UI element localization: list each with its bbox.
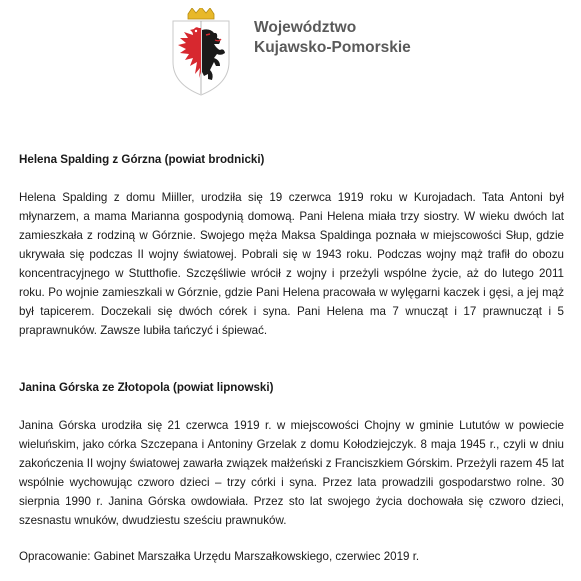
page-header bbox=[170, 8, 470, 98]
section-body-helena: Helena Spalding z domu Miiller, urodziła się 19 czerwca 1919 roku w Kurojadach. Tata Antoni był młynarzem, a mama Marianna gospodynią domową. Pani Helena miała trzy siostry. W wieku dwóch lat zamieszkała z rodziną w Górznie. Swojego męża Maksa Spaldinga poznała w miejscowości Słup, gdzie ukrywała się podczas II wojny światowej. Pobrali się w 1943 roku. Podczas wojny mąż trafił do obozu koncentracyjnego w Stutthofie. Szczęśliwie wrócił z wojny i przeżyli wspólne życie, aż do lutego 2011 roku. Po wojnie zamieszkali w Górznie, gdzie Pani Helena pracowała w wylęgarni kaczek i gęsi, a jej mąż był tapicerem. Doczekali się dwóch córek i syna. Pani Helena ma 7 wnucząt i 17 prawnucząt i 5 praprawnuków. Zawsze lubiła tańczyć i śpiewać. bbox=[19, 191, 564, 337]
coat-of-arms-icon bbox=[170, 8, 232, 96]
section-body-janina: Janina Górska urodziła się 21 czerwca 1919 r. w miejscowości Chojny w gminie Lututów w powiecie wieluńskim, jako córka Szczepana i Antoniny Grzelak z domu Kołodziejczyk. 8 maja 1945 r., czyli w dniu zakończenia II wojny światowej zawarła związek małżeński z Franciszkiem Górskim. Przeżyli razem 45 lat wspólnie wychowując czworo dzieci – trzy córki i syna. Przez lata prowadzili gospodarstwo rolne. 30 sierpnia 1990 r. Janina Górska owdowiała. Przez sto lat swojego życia dochowała się czworo dzieci, szesnastu wnuków, dwudziestu sześciu prawnuków. bbox=[19, 419, 564, 527]
section-spacer bbox=[19, 340, 564, 378]
section-title-janina: Janina Górska ze Złotopola (powiat lipnowski) bbox=[19, 381, 274, 394]
brand-line-2: Kujawsko-Pomorskie bbox=[254, 39, 411, 56]
section-title-helena: Helena Spalding z Górzna (powiat brodnicki) bbox=[19, 153, 265, 166]
document-body bbox=[19, 150, 564, 566]
footer-spacer bbox=[19, 530, 564, 547]
brand-name bbox=[254, 18, 411, 58]
footer-note: Opracowanie: Gabinet Marszałka Urzędu Marszałkowskiego, czerwiec 2019 r. bbox=[19, 550, 420, 563]
brand-line-1: Województwo bbox=[254, 19, 357, 36]
